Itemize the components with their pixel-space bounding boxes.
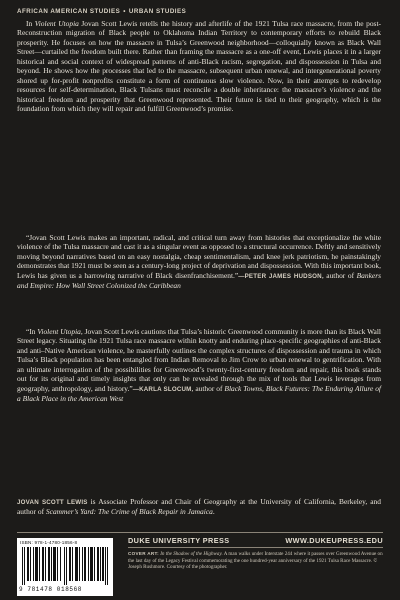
bio-end: . xyxy=(212,507,215,517)
category-header xyxy=(17,8,186,15)
publisher-url[interactable]: WWW.DUKEUPRESS.EDU xyxy=(285,536,383,545)
footer-divider xyxy=(17,532,383,533)
quote-text: “Jovan Scott Lewis makes an important, radical, and critical turn away from histories that exceptionalize the white violence of the Tulsa massacre and cast it as a singular event as opposed to a structural occurrence. Deftly and sensitively moving beyond narratives based on an easy nostalgia, cheap sentimentalism, and knee jerk patriotism, he painstakingly demonstrates that 1921 must be seen as a century-long project of deprivation and dispossession. With this important book, Lewis has given us a harrowing narrative of Black disenfranchisement.” xyxy=(17,233,381,280)
bio-book: Scammer’s Yard: The Crime of Black Repair in Jamaica xyxy=(45,507,213,517)
cover-art-title: In the Shadow of the Highway. xyxy=(160,551,223,557)
publisher-row xyxy=(128,536,383,545)
description-intro: In xyxy=(26,19,35,28)
quote-text: , Jovan Scott Lewis cautions that Tulsa’s historic Greenwood community is more than its Black Wall Street legacy. Situating the 1921 Tulsa race massacre within knotty and enduring place-specific geographies of anti-Black and anti–Native American violence, he masterfully outlines the complex structures of dispossession and trauma in which Tulsa’s Black population has been entangled from Indian Removal to Jim Crow to urban renewal to gentrification. With an ultimate interrogation of the possibilities for Greenwood’s twenty-first-century freedom and repair, this book stands out for its original and timely insights that only can be revealed through the mix of tools that Lewis leverages from geography, anthropology, and history.” xyxy=(17,327,381,393)
book-title-italic: Violent Utopia xyxy=(34,19,79,28)
bio-text: is Associate Professor and Chair of Geography at the University of California, Berkeley, and author of xyxy=(17,497,381,517)
barcode-icon xyxy=(22,547,108,585)
description-text: Jovan Scott Lewis retells the history and afterlife of the 1921 Tulsa race massacre, from the post-Reconstruction migration of Black people to Oklahoma Indian Territory to contemporary efforts to rebuild Black prosperity. He focuses on how the massacre in Tulsa’s Greenwood neighborhood—colloquially known as Black Wall Street—curtailed the freedom built there. Rather than framing the massacre as a one-off event, Lewis places it in a larger historical and social context of widespread patterns of anti-Black racism, segregation, and dispossession in Tulsa and beyond. He shows how the processes that led to the massacre, subsequent urban renewal, and intergenerational poverty shored up for-profit nonprofits constitute a form of continuous slow violence. Now, in their attempts to redevelop resources for self-determination, Black Tulsans must reconcile a double inheritance: the massacre’s violence and the historical freedom and prosperity that Greenwood represented. Their future is tied to their geography, which is the foundation from which they will repair and fulfill Greenwood’s promise. xyxy=(17,19,381,114)
quote-book: Bankers and Empire: How Wall Street Colonized the Caribbean xyxy=(17,270,381,291)
endorsement-slocum xyxy=(17,327,381,404)
quote-title-italic: Violent Utopia xyxy=(37,327,81,336)
category-african-american-studies: AFRICAN AMERICAN STUDIES xyxy=(17,8,121,15)
barcode-panel xyxy=(17,538,113,596)
quote-book: Black Towns, Black Futures: The Enduring Allure of a Black Place in the American West xyxy=(17,383,381,404)
isbn-label: ISBN: 978-1-4780-1856-8 xyxy=(20,540,78,545)
book-description xyxy=(17,19,381,114)
cover-art-credit xyxy=(128,551,383,571)
quote-open: “In xyxy=(26,327,38,336)
author-bio xyxy=(17,497,381,517)
author-name: JOVAN SCOTT LEWIS xyxy=(17,499,88,506)
category-urban-studies: URBAN STUDIES xyxy=(128,8,187,15)
category-separator: • xyxy=(123,8,126,15)
cover-art-text: A man walks under Interstate 244 where it passes over Greenwood Avenue on the last day of the Legacy Festival commemorating the one hundred-year anniversary of the 1921 Tulsa Race Massacre. © Joseph Rushmore. Courtesy of the photographer. xyxy=(128,551,383,571)
publisher-divider xyxy=(128,547,383,548)
barcode-digits: 9 781478 018568 xyxy=(19,586,83,593)
quote-affiliation: , author of xyxy=(191,383,225,393)
endorsement-hudson xyxy=(17,233,381,291)
publisher-name: DUKE UNIVERSITY PRESS xyxy=(128,536,230,545)
cover-art-label: COVER ART: xyxy=(128,551,159,556)
quote-author: —KARLA SLOCUM xyxy=(132,385,192,393)
quote-affiliation: , author of xyxy=(321,270,357,280)
quote-author: —PETER JAMES HUDSON xyxy=(238,272,322,280)
